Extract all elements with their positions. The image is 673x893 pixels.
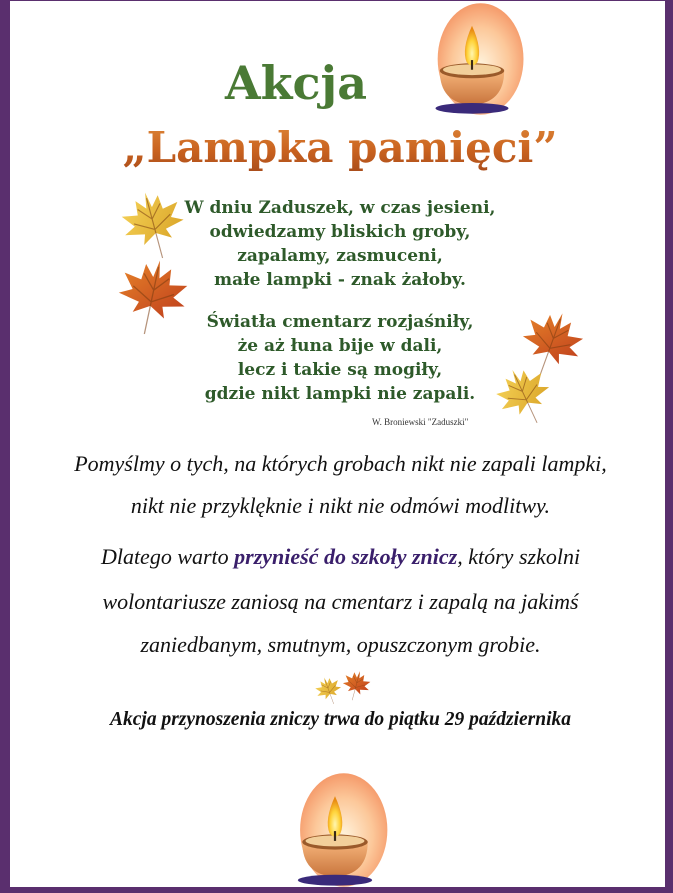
poem-stanza-1 (160, 196, 520, 292)
highlighted-text: przynieść do szkoły znicz (234, 544, 458, 569)
final-note: Akcja przynoszenia zniczy trwa do piątku 29 października (109, 709, 572, 730)
candle-icon (418, 0, 526, 118)
title-line-1: Akcja (224, 56, 368, 110)
poem-line: Światła cmentarz rozjaśniły, (206, 312, 474, 332)
poem-line: W dniu Zaduszek, w czas jesieni, (184, 198, 496, 218)
poem-line: zapalamy, zasmuceni, (237, 246, 443, 266)
body-line-1: Pomyślmy o tych, na których grobach nikt nie zapali lampki, (74, 451, 607, 476)
poem-line: że aż łuna bije w dali, (237, 336, 443, 356)
body-line-2: nikt nie przyklęknie i nikt nie odmówi modlitwy. (130, 493, 551, 518)
body-line-4: wolontariusze zaniosą na cmentarz i zapalą na jakimś (102, 589, 579, 614)
poem-line: małe lampki - znak żałoby. (214, 270, 466, 290)
candle-icon (280, 770, 390, 890)
poem-line: odwiedzamy bliskich groby, (209, 222, 471, 242)
body-text: Dlatego warto (100, 544, 235, 569)
poem-line: gdzie nikt lampki nie zapali. (204, 384, 476, 404)
poem-line: lecz i takie są mogiły, (237, 360, 443, 380)
poem-stanza-2 (160, 310, 520, 406)
body-line-5: zaniedbanym, smutnym, opuszczonym grobie. (140, 632, 541, 657)
body-line-3 (18, 544, 663, 570)
poem-author: W. Broniewski "Zaduszki" (372, 417, 469, 427)
body-text: , który szkolni (457, 544, 581, 569)
title-line-2: „Lampka pamięci” (40, 120, 640, 176)
